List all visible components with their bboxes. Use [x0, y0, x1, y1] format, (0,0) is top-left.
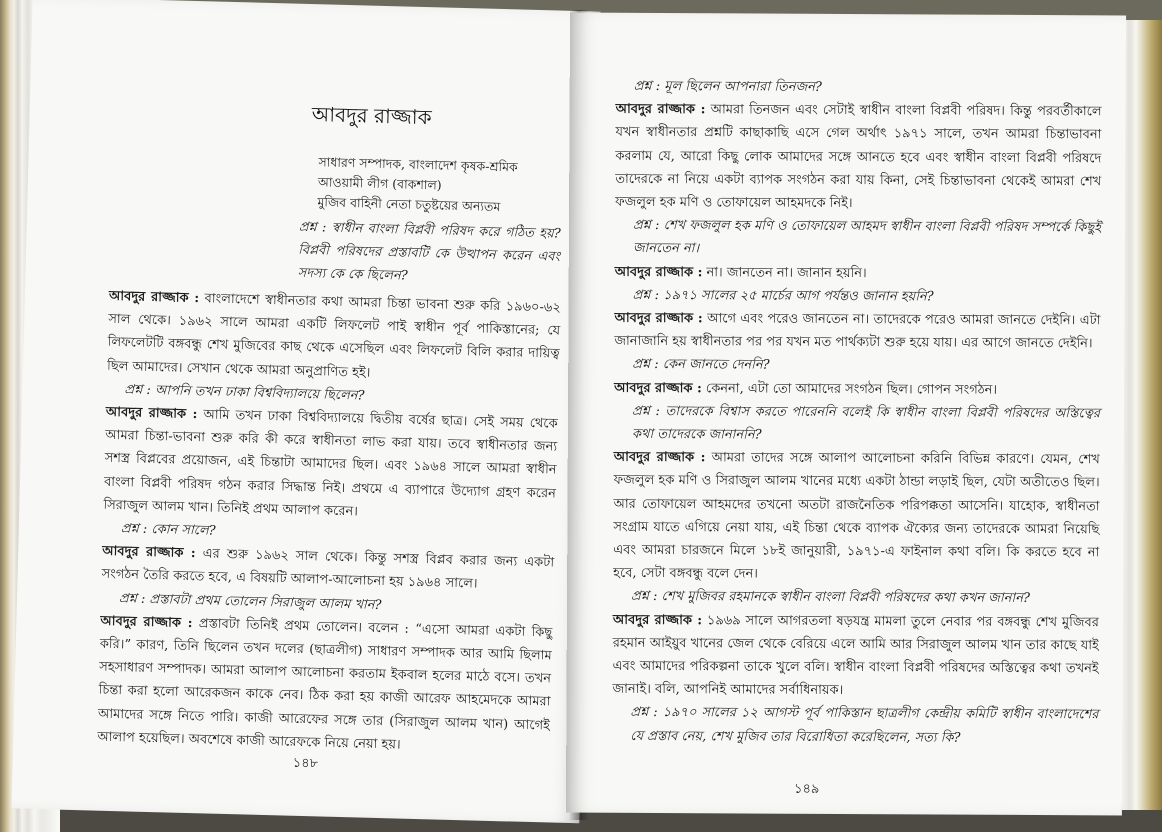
question-paragraph: প্রশ্ন : মূল ছিলেন আপনারা তিনজন? [633, 78, 822, 95]
answer-paragraph [612, 608, 1098, 703]
answer-text: আমরা তিনজন এবং সেটাই স্বাধীন বাংলা বিপ্লবী পরিষদ। কিন্তু পরবর্তীকালে যখন স্বাধীনতার প্রশ্নটি কাছাকাছি এসে গেল অর্থাৎ ১৯৭১ সালে, তখন আমরা চিন্তাভাবনা করলাম যে, আরো কিছু লোক আমাদের সঙ্গে আনতে হবে এবং স্বাধীন বাংলা বিপ্লবী পরিষদে তাদেরকে না নিয়ে একটা ব্যাপক সংগঠন করা যায় কিনা, সেই চিন্তাভাবনা থেকেই আমরা শেখ ফজলুল হক মণি ও তোফায়েল আহমদকে নিই। [615, 102, 1102, 212]
question-paragraph: প্রশ্ন : ১৯৭১ সালের ২৫ মার্চের আগ পর্যন্তও জানান হয়নি? [632, 287, 934, 305]
answer-text: এর শুরু ১৯৬২ সাল থেকে। কিন্তু সশস্ত্র বিপ্লব করার জন্য একটা সংগঠন তৈরি করতে হবে, এ বিষয়টি আলাপ-আলোচনা হয় ১৯৬৪ সালে। [101, 546, 555, 592]
answer-text: প্রস্তাবটা তিনিই প্রথম তোলেন। বলেন : “এসো আমরা একটা কিছু করি।” কারণ, তিনি ছিলেন তখন দলের (ছাত্রলীগ) সাধারণ সম্পাদক আর আমি ছিলাম সহসাধারণ সম্পাদক। আমরা আলাপ আলোচনা করতাম ইকবাল হলের মাঠে বসে। তখন চিন্তা করা হলো আরেকজন কাকে নেব। ঠিক করা হয় কাজী আরেফ আহমেদকে আমরা আমাদের সঙ্গে নিতে পারি। কাজী আরেফের সঙ্গে তার (সিরাজুল আলম খান) আগেই আলাপ হয়েছিল। অবশেষে কাজী আরেফকে নিয়ে নেয়া হয়। [97, 616, 553, 753]
answer-paragraph [615, 260, 1101, 286]
answer-text: ১৯৬৯ সালে আগরতলা ষড়যন্ত্র মামলা তুলে নেবার পর বঙ্গবন্ধু শেখ মুজিবর রহমান আইয়ুব খানের জেল থেকে বেরিয়ে এলে আমি আর সিরাজুল আলম খান তার কাছে যাই এবং আমাদের পরিকল্পনা তাকে খুলে বলি। স্বাধীন বাংলা বিপ্লবী পরিষদের অস্তিত্বের কথা তখনই জানাই। বলি, আপনিই আমাদের সর্বাধিনায়ক। [612, 612, 1099, 699]
answer-paragraph [614, 307, 1100, 356]
answer-text: আমি তখন ঢাকা বিশ্ববিদ্যালয়ে দ্বিতীয় বর্ষের ছাত্র। সেই সময় থেকে আমরা চিন্তা-ভাবনা শুরু করি কী করে স্বাধীনতা লাভ করা যায়। তবে স্বাধীনতার জন্য সশস্ত্র বিপ্লবের প্রয়োজন, এই চিন্তাটা আমাদের ছিল। এবং ১৯৬৪ সালে আমরা স্বাধীন বাংলা বিপ্লবী পরিষদ গঠন করার সিদ্ধান্ত নিই। প্রথমে এ ব্যাপারে উদ্যোগ গ্রহণ করেন সিরাজুল আলম খান। তিনিই প্রথম আলাপ করেন। [103, 407, 558, 520]
speaker-label: আবদুর রাজ্জাক : [614, 264, 703, 280]
speaker-label: আবদুর রাজ্জাক : [612, 612, 703, 628]
question-paragraph: প্রশ্ন : আপনি তখন ঢাকা বিশ্ববিদ্যালয়ে ছিলেন? [124, 382, 365, 404]
book-page-edges-right [1122, 20, 1162, 810]
designation-line: আওয়ামী লীগ (বাকশাল) [317, 174, 442, 193]
question-paragraph: প্রশ্ন : কেন জানতে দেননি? [632, 357, 770, 374]
answer-text: না। জানতেন না। জানান হয়নি। [706, 264, 867, 281]
left-page-body [97, 285, 561, 761]
designation-line: সাধারণ সম্পাদক, বাংলাদেশ কৃষক-শ্রমিক [318, 154, 519, 175]
question-paragraph: প্রশ্ন : শেখ ফজলুল হক মণি ও তোফায়েল আহমদ স্বাধীন বাংলা বিপ্লবী পরিষদ সম্পর্কে কিছুই জানতেন না। [632, 218, 1102, 257]
answer-text: বাংলাদেশে স্বাধীনতার কথা আমরা চিন্তা ভাবনা শুরু করি ১৯৬০-৬২ সাল থেকে। ১৯৬২ সালে আমরা একটি লিফলেট পাই স্বাধীন পূর্ব পাকিস্তানের; যে লিফলেটটি বঙ্গবন্ধু শেখ মুজিবের কাছ থেকে এসেছিল এবং লিফলেট বিলি করার দায়িত্ব ছিল আমাদের। সেখান থেকে আমরা অনুপ্রাণিত হই। [106, 291, 561, 381]
page-title: আবদুর রাজ্জাক [311, 102, 432, 130]
speaker-label: আবদুর রাজ্জাক : [613, 450, 706, 466]
answer-paragraph [97, 610, 552, 761]
answer-paragraph [613, 446, 1100, 588]
answer-text: কেননা, এটা তো আমাদের সংগঠন ছিল। গোপন সংগঠন। [705, 380, 998, 398]
speaker-label: আবদুর রাজ্জাক : [614, 380, 702, 396]
question-1: প্রশ্ন : স্বাধীন বাংলা বিপ্লবী পরিষদ করে গঠিত হয়? বিপ্লবী পরিষদের প্রস্তাবটি কে উত্থাপন করেন এবং সদস্য কে কে ছিলেন? [297, 219, 561, 285]
answer-paragraph [615, 98, 1102, 217]
answer-paragraph [614, 376, 1100, 402]
question-paragraph: প্রশ্ন : ১৯৭০ সালের ১২ আগস্ট পূর্ব পাকিস্তান ছাত্রলীগ কেন্দ্রীয় কমিটি স্বাধীন বাংলাদেশের যে প্রস্তাব নেয়, শেখ মুজিব তার বিরোধিতা করেছিলেন, সত্য কি? [630, 705, 1099, 746]
designation-line: মুজিব বাহিনী নেতা চতুষ্টয়ের অন্যতম [317, 194, 501, 215]
speaker-label: আবদুর রাজ্জাক : [615, 101, 706, 118]
speaker-label: আবদুর রাজ্জাক : [102, 543, 196, 562]
speaker-designation [317, 152, 568, 219]
page-number: ১৪৯ [793, 781, 820, 797]
speaker-label: আবদুর রাজ্জাক : [614, 310, 703, 327]
page-number: ১৪৮ [292, 755, 319, 772]
speaker-label: আবদুর রাজ্জাক : [108, 288, 200, 307]
answer-paragraph [103, 401, 558, 529]
answer-text: আমরা তাদের সঙ্গে আলাপ আলোচনা করিনি বিভিন্ন কারণে। যেমন, শেখ ফজলুল হক মণি ও সিরাজুল আলম খানের মধ্যে একটা ঠান্ডা লড়াই ছিল, যেটা অতীতেও ছিল। আর তোফায়েল আহমদের তখনো অতটা রাজনৈতিক পরিপক্কতা আসেনি। যাহোক, স্বাধীনতা সংগ্রাম যাতে এগিয়ে নেয়া যায়, এই চিন্তা থেকে ব্যাপক ঐক্যের জন্য তাদেরকে আমরা নিয়েছি এবং আমরা চারজনে মিলে ১৮ই জানুয়ারী, ১৯৭১-এ ফাইনাল কথা বলি। কি করতে হবে না হবে, সেটা বঙ্গবন্ধু বলে দেন। [613, 450, 1100, 582]
answer-text: আগে এবং পরেও জানতেন না। তাদেরকে পরেও আমরা জানতে দেইনি। এটা জানাজানি হয় স্বাধীনতার পর পর যখন মত পার্থক্যটা শুরু হয়ে যায়। এর আগে জানতে দেইনি। [614, 311, 1101, 352]
question-paragraph: প্রশ্ন : প্রস্তাবটা প্রথম তোলেন সিরাজুল আলম খান? [118, 590, 382, 613]
right-page [566, 13, 1126, 816]
left-page [11, 0, 600, 823]
question-paragraph: প্রশ্ন : তাদেরকে বিশ্বাস করতে পারেননি বলেই কি স্বাধীন বাংলা বিপ্লবী পরিষদের অস্তিত্বের কথা তাদেরকে জানাননি? [631, 403, 1101, 443]
speaker-label: আবদুর রাজ্জাক : [105, 404, 198, 423]
speaker-label: আবদুর রাজ্জাক : [100, 613, 193, 631]
question-paragraph: প্রশ্ন : শেখ মুজিবর রহমানকে স্বাধীন বাংলা বিপ্লবী পরিষদের কথা কখন জানান? [631, 589, 1030, 607]
answer-paragraph [107, 285, 561, 390]
question-paragraph: প্রশ্ন : কোন সালে? [120, 521, 216, 539]
right-page-body [612, 75, 1102, 750]
